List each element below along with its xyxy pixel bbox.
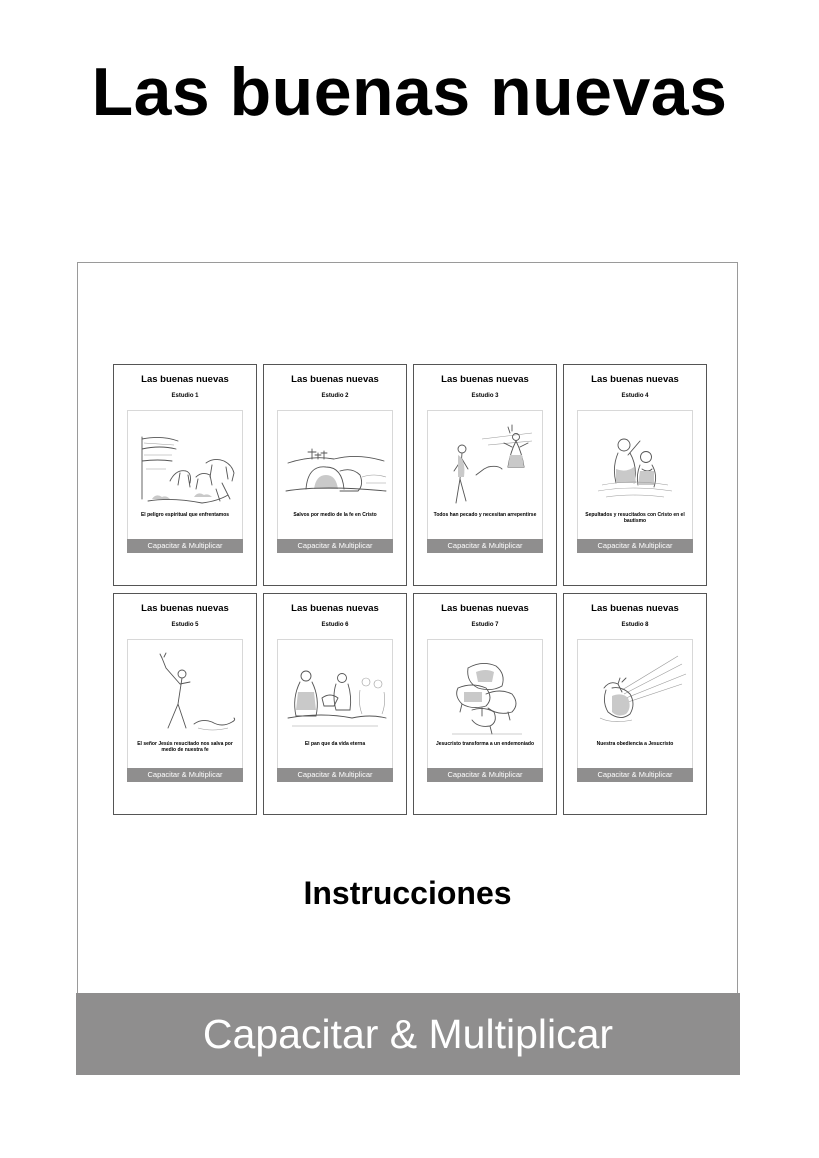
cover-frame: [77, 262, 738, 1074]
thumbnail-caption: El señor Jesús resucitado nos salva por medio de nuestra fe: [137, 741, 233, 753]
light-from-heaven-illustration: [582, 648, 688, 738]
thumbnail-title: Las buenas nuevas: [141, 603, 229, 614]
thumbnail-study: Estudio 7: [471, 622, 499, 628]
thumbnail-study: Estudio 5: [171, 622, 199, 628]
thumbnail-study: Estudio 4: [621, 393, 649, 399]
thumbnail-caption: El peligro espiritual que enfrentamos: [140, 512, 230, 518]
thumbnail-footer: Capacitar & Multiplicar: [577, 768, 693, 782]
thumbnail-page: [577, 639, 693, 781]
thumbnail-page: [277, 639, 393, 781]
thumbnail-title: Las buenas nuevas: [141, 374, 229, 385]
thumbnail-page: [427, 410, 543, 552]
thumbnail-title: Las buenas nuevas: [291, 374, 379, 385]
brand-footer-band: Capacitar & Multiplicar: [76, 993, 740, 1075]
thumbnail-caption: El pan que da vida eterna: [304, 741, 366, 747]
thumbnail-card[interactable]: [563, 593, 707, 815]
empty-tomb-illustration: [282, 419, 388, 509]
thumbnail-caption: Nuestra obediencia a Jesucristo: [596, 741, 674, 747]
thumbnail-caption: Salvos por medio de la fe en Cristo: [293, 512, 377, 518]
thumbnail-caption: Todos han pecado y necesitan arrepentirse: [433, 512, 537, 518]
thumbnail-card[interactable]: [113, 593, 257, 815]
baptism-illustration: [582, 419, 688, 509]
thumbnail-study: Estudio 6: [321, 622, 349, 628]
thumbnail-footer: Capacitar & Multiplicar: [127, 539, 243, 553]
thumbnail-study: Estudio 2: [321, 393, 349, 399]
thumbnail-grid: [113, 364, 707, 815]
thumbnail-title: Las buenas nuevas: [441, 374, 529, 385]
pigs-illustration: [432, 648, 538, 738]
thumbnail-title: Las buenas nuevas: [591, 603, 679, 614]
thumbnail-page: [127, 639, 243, 781]
thumbnail-footer: Capacitar & Multiplicar: [127, 768, 243, 782]
thumbnail-card[interactable]: [113, 364, 257, 586]
ark-animals-illustration: [132, 419, 238, 509]
thumbnail-card[interactable]: [413, 593, 557, 815]
thumbnail-title: Las buenas nuevas: [291, 603, 379, 614]
feeding-crowd-illustration: [282, 648, 388, 738]
prodigal-son-illustration: [432, 419, 538, 509]
thumbnail-caption: Sepultados y resucitados con Cristo en el bautismo: [585, 512, 685, 524]
thumbnail-page: [277, 410, 393, 552]
thumbnail-card[interactable]: [413, 364, 557, 586]
thumbnail-footer: Capacitar & Multiplicar: [427, 768, 543, 782]
thumbnail-footer: Capacitar & Multiplicar: [277, 539, 393, 553]
thumbnail-footer: Capacitar & Multiplicar: [277, 768, 393, 782]
thumbnail-card[interactable]: [263, 364, 407, 586]
instructions-heading: Instrucciones: [303, 875, 512, 911]
thumbnail-study: Estudio 8: [621, 622, 649, 628]
thumbnail-caption: Jesucristo transforma a un endemoniado: [435, 741, 535, 747]
thumbnail-page: [427, 639, 543, 781]
page-title: Las buenas nuevas: [91, 54, 728, 130]
thumbnail-footer: Capacitar & Multiplicar: [427, 539, 543, 553]
thumbnail-page: [577, 410, 693, 552]
thumbnail-page: [127, 410, 243, 552]
thumbnail-study: Estudio 1: [171, 393, 199, 399]
man-snake-illustration: [132, 648, 238, 738]
thumbnail-footer: Capacitar & Multiplicar: [577, 539, 693, 553]
thumbnail-card[interactable]: [263, 593, 407, 815]
thumbnail-title: Las buenas nuevas: [591, 374, 679, 385]
thumbnail-study: Estudio 3: [471, 393, 499, 399]
thumbnail-title: Las buenas nuevas: [441, 603, 529, 614]
thumbnail-card[interactable]: [563, 364, 707, 586]
